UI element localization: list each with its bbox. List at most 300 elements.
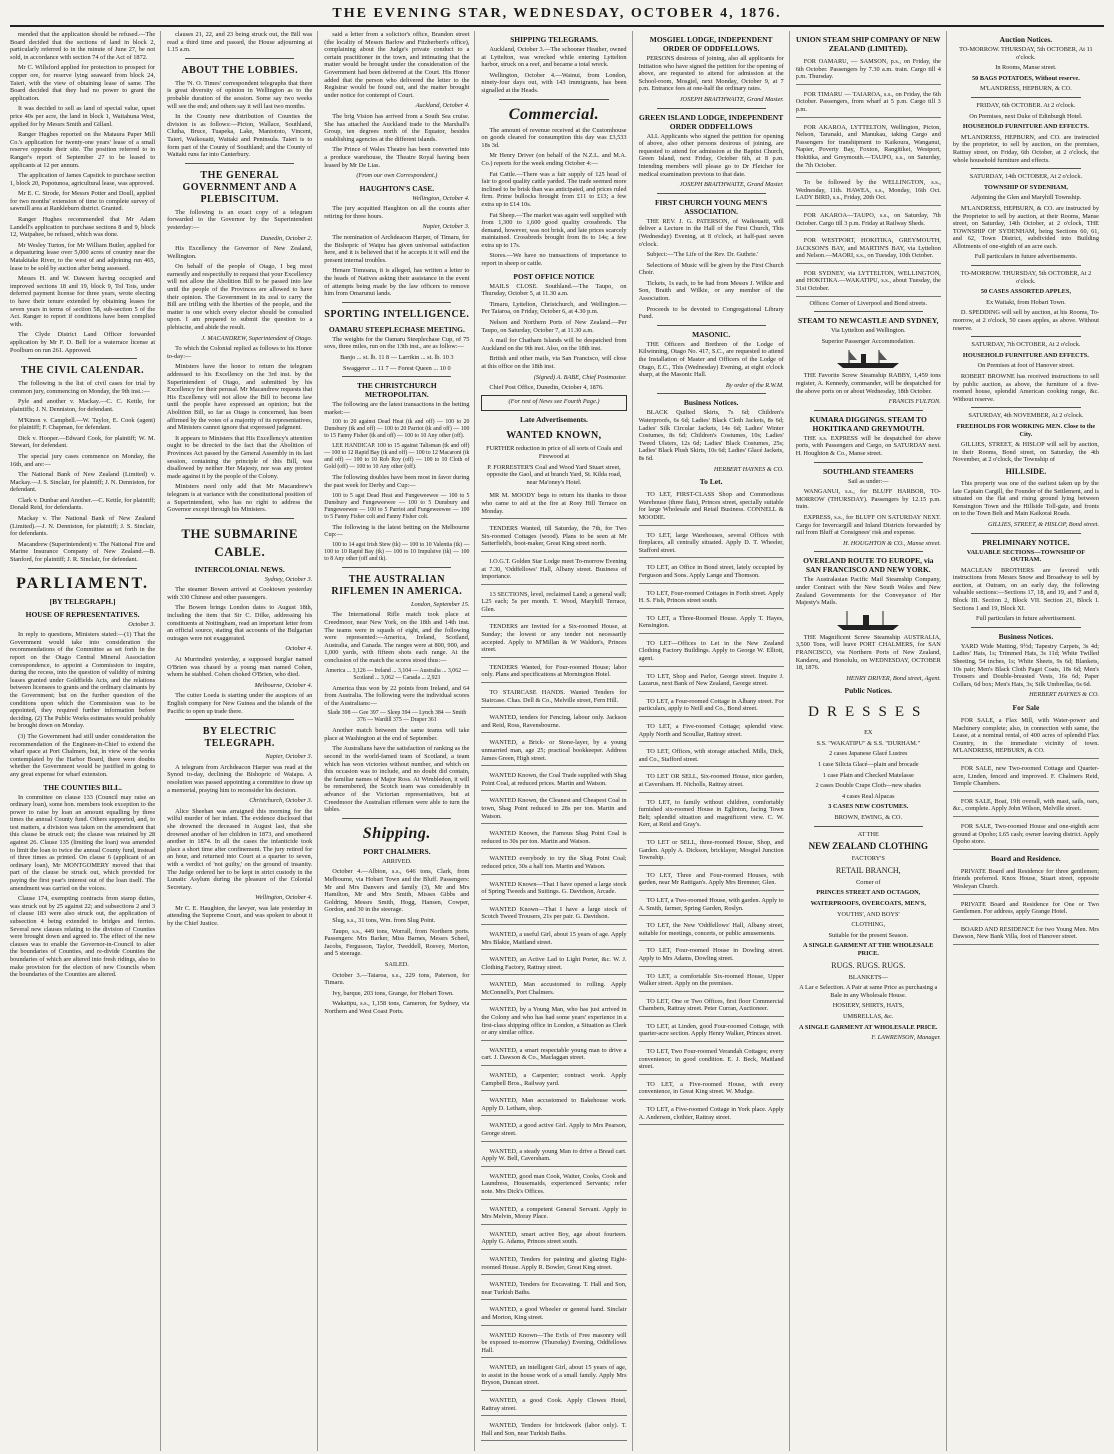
- dresses-heading: DRESSES: [808, 704, 929, 721]
- to-let-ad: TO LET, an Office in Bond street, lately occupied by Ferguson and Sons. Apply Lange and Thomson.: [639, 561, 784, 583]
- divider: [814, 551, 923, 552]
- classified-ad: WANTED, an Active Lad to Light Porter, &c. W. J. Clothing Factory, Rattray street.: [481, 953, 626, 975]
- paragraph: The special jury cases commence on Monday, the 16th, and are:—: [10, 452, 156, 468]
- to-let-ad: TO LET, Two Four-roomed Verandah Cottages; every convenience; in good condition. E. J. Beck, Maitland street.: [639, 1045, 784, 1075]
- paragraph: D. SPEDDING will sell by auction, at his Rooms, To-morrow, at 2 o'clock, 50 cases apples, as above. Without reserve.: [952, 309, 1099, 332]
- paragraph: M'Kinon v. Campbell.—W. Taylor, E. Cook (agent) for plaintiff; F. Chapman, for defendant.: [10, 416, 156, 432]
- classified-ad: WANTED, a good Wheeler or general hand. Sinclair and Morton, King street.: [481, 1303, 626, 1325]
- paragraph: America thus won by 22 points from Ireland, and 64 from Australia. The following were the individual scores of the Australians:—: [324, 684, 470, 707]
- paragraph: In reply to questions, Ministers stated:—(1) That the Government would take into consideration the recommendations of the Committee as set forth in the report on the Otago Central Mineral Association correspondence, to appoint a Commission to inquire, during the recess, into the question of validity of mining leases granted under Goldfields Acts, and the relations between licensees to grants and the ordinary claimants by the Government; but on the further question of the conditions upon which the Commission was to be appointed, they required further information before deciding. (2) The Public Works estimates would probably be brought down on Monday.: [10, 631, 156, 730]
- subheading: To Let.: [699, 477, 723, 487]
- paragraph: said a letter from a solicitor's office, Brandon street (the locality of Messrs Barlow and Fitzherbert's office), complaining about the Judge's private conduct to a certain practitioner in the town, and intimating that the matter would be brought under the consideration of the Government had been delivered at the Court. His Honor added that the person who delivered the letter to the Registrar would be found out, and the matter brought under notice for contempt of Court.: [324, 31, 470, 99]
- to-let-ad: TO LET, a Five-roomed House, with every convenience, in Great King street. W. Mudge.: [639, 1078, 784, 1100]
- to-let-ad: TO LET, the New 'Oddfellows' Hall, Albany street, suitable for meetings, concerts, or public amusements.: [639, 919, 784, 941]
- subheading: THE CHRISTCHURCH METROPOLITAN.: [356, 381, 437, 400]
- subheading: SOUTHLAND STEAMERS: [822, 466, 914, 476]
- classified-ad: WANTED, a Carpenter; contract work. Apply Campbell Bros., Railway yard.: [481, 1069, 626, 1091]
- paragraph: Clark v. Dunbar and Another.—C. Kettle, for plaintiff; Donald Reid, for defendants.: [10, 496, 156, 512]
- to-let-ad: TO LET, Three and Four-roomed Houses, with garden, near Mr Rattigan's. Apply Mrs Bremner, Glen.: [639, 869, 784, 891]
- paragraph: The 'N. O. Times' correspondent telegraphs that there is great diversity of opinion in Wellington as to the probable duration of the session. Some say two weeks will see the end; and others say it will last two months.: [167, 79, 313, 110]
- paragraph: Taupo, s.s., 449 tons, Worrall, from Northern ports. Passengers: Mrs Barker, Miss Barnes, Messrs Scheel, Jacobs, Fergusson, Taylor, Tweddell, Rosvey, Morton, and 5 steerage.: [324, 927, 470, 958]
- signature: M'LANDRESS, HEPBURN, & CO.: [980, 85, 1072, 93]
- to-let-ad: TO LET, to family without children, comfortably furnished six-roomed House in Eglinton, facing Town Belt; splendid situation and magnificent view. C. W. Kerr, at Reid and Gray's.: [639, 796, 784, 833]
- ad-line: NEW ZEALAND CLOTHING: [808, 841, 928, 852]
- to-let-ad: TO LET, FIRST-CLASS Shop and Commodious Warehouse (three flats), Princes street, specially suitable for large Wholesale and Retail Business. CONNELL & MOODIE.: [639, 488, 784, 525]
- subheading: [BY TELEGRAPH.]: [49, 596, 116, 606]
- paragraph: Messrs H. and W. Dawson having occupied and improved sections 18 and 19, block 9, Tol Tois, under deferred payment license for three years, wrote electing to have their tenure extended by obtaining leases for seven years in terms of section 58, sub-section 5 of the Act. Ranger to report if conditions have been complied with.: [10, 275, 156, 328]
- paragraph: Timaru, Lyttelton, Christchurch, and Wellington.—Per Taiaroa, on Friday, October 6, at 4.30 p.m.: [481, 300, 627, 316]
- divider: [28, 358, 137, 359]
- paragraph: Nelson and Northern Ports of New Zealand.—Per Taupo, on Saturday, October 7, at 11.30 a.m.: [481, 319, 627, 334]
- divider: [185, 518, 294, 519]
- paragraph: THE s.s. EXPRESS will be despatched for above ports, with Passengers and Cargo, on SATURDAY next. H. Houghton & Co., Manse street.: [795, 434, 941, 457]
- classified-ad: WANTED, a good active Girl. Apply to Mrs Pearson, George street.: [481, 1119, 626, 1141]
- classified-ad: WANTED Known, the Cleanest and Cheapest Coal in town, Shag Point reduced to 28s per ton. Martin and Watson.: [481, 794, 626, 824]
- paragraph: It was decided to sell as land of special value, upset price 40s per acre, the land in block 1, Waitahuna West, applied for by Messrs Smith and Gillanl.: [10, 105, 156, 128]
- sailing-notice: FOR AKAROA, LYTTELTON, Wellington, Picton, Nelson, Taranaki, and Manukau, taking Cargo and Passengers for transhipment to Kaikoura, Wanganui, Napier, Poverty Bay, Foxton, Rangitikei, Westport, Hokitika, and Greymouth.—TAUPO, s.s., on Saturday, the 7th October.: [796, 121, 941, 174]
- divider: [342, 567, 451, 568]
- paragraph: It appears to Ministers that His Excellency's attention ought to be directed to the fact that the Abolition of Provinces Act passed by the General Assembly in its last session, containing the principle of this Bill, was disallowed by neither Her Majesty, nor was any protest made against it by the people of the Colony.: [167, 434, 313, 480]
- paragraph: Macandrew (Superintendent) v. The National Fire and Marine Insurance Company of New Zealand.—B. Stanford, for plaintiff; J. R. Sinclair, for defendant.: [10, 540, 156, 564]
- paragraph: The jury acquitted Haughton on all the counts after retiring for three hours.: [324, 205, 470, 220]
- section-heading: THE AUSTRALIAN RIFLEMEN IN AMERICA.: [331, 573, 463, 597]
- classified-ad: WANTED, a good Cook. Apply Clowes Hotel, Rattray street.: [481, 1394, 626, 1416]
- paragraph: October 3.—Taiaroa, s.s., 229 tons, Paterson, for Timaru.: [324, 971, 470, 987]
- subheading: OVERLAND ROUTE TO EUROPE, via SAN FRANCISCO AND NEW YORK.: [803, 556, 934, 575]
- label: SAILED.: [384, 960, 409, 968]
- paragraph: The following is an exact copy of a telegram forwarded to the Governor by the Superintendent yesterday:—: [167, 208, 313, 231]
- signature: By order of the R.W.M.: [725, 381, 784, 389]
- ad-text: HILLSIDE.: [1005, 466, 1047, 476]
- paragraph: ALL Applicants who signed the petition for opening of above, also other persons desirous of joining, are requested to attend for admission at the Baptist Church, Green Island, next Friday, October 6th, at 8 p.m. Intending members will please go to Dr Fletcher for medical examination previous to that date.: [638, 132, 784, 178]
- dateline: London, September 15.: [411, 600, 470, 608]
- paragraph: Slug, s.s., 31 tons, Wm. from Slug Point.: [332, 916, 436, 924]
- classified-ad: WANTED, Man accustomed to Bakehouse work. Apply D. Letham, shop.: [481, 1094, 626, 1116]
- column-2: [167, 31, 318, 1451]
- paragraph: WANGANUI, s.s., for BLUFF HARBOR, TO-MORROW (THURSDAY). Passengers by 12.15 p.m. train.: [795, 488, 941, 511]
- dateline: Napier, October 3.: [422, 223, 470, 231]
- paragraph: Ranger Hughes reported on the Mataura Paper Mill Co.'s application for twenty-one years' lease of a small reserve opposite their site. The position referred to in Ranger's report of September 27 to be leased to applicants at 12 per annum.: [10, 131, 156, 169]
- classified-ad: 13 SECTIONS, level, reclaimed Land; a general wall; L25 each; 5s per month. T. Wood, Maryhill Terrace, Glen.: [481, 588, 626, 618]
- subheading: Auction Notices.: [999, 35, 1053, 44]
- paragraph: Pyle and another v. Mackay.—C. C. Kettle, for plaintiffs; J. N. Denniston, for defendant.: [10, 398, 156, 413]
- ad-text: SATURDAY, 4th NOVEMBER, At 2 o'clock.: [968, 412, 1084, 420]
- paragraph: Ivy, barque, 203 tons, Grange, for Hobart Town.: [332, 989, 454, 997]
- paragraph: MAILS CLOSE. Southland.—The Taupo, on Thursday, October 5, at 11.30 a.m.: [481, 282, 627, 298]
- divider: [185, 719, 294, 720]
- dateline: Dunedin, October 2.: [260, 234, 313, 242]
- paragraph: Stores.—We have no transactions of importance to report in sheep or cattle.: [481, 252, 627, 268]
- ad-text: FRIDAY, 6th OCTOBER. At 2 o'clock.: [976, 101, 1076, 109]
- to-let-ad: TO LET, a Three-Roomed House. Apply T. Hayes, Kensington.: [639, 612, 784, 634]
- paragraph: The nomination of Archdeacon Harper, of Timaru, for the Bishopric of Waipu has given universal satisfaction here, and it is believed that if he accepts it it will end the present internal troubles.: [324, 234, 470, 264]
- dateline: Wellington, October 4.: [255, 894, 313, 902]
- board-ad: BOARD AND RESIDENCE for two Young Men. Mrs Dawson, New Bank Villa, foot of Hanover street.: [953, 923, 1099, 945]
- to-let-ad: TO LET, Shop and Parlor, George street. Inquire J. Lazarus, next Bank of New Zealand, George street.: [639, 670, 784, 692]
- byline: (From our own Correspondent.): [356, 172, 438, 180]
- to-let-ad: TO LET or SELL, three-roomed House, Shop, and Garden. Apply A. Dickson, bricklayer, Mosgiel Junction Township.: [639, 836, 784, 866]
- ad-line: A SINGLE GARMENT AT THE WHOLESALE PRICE.: [803, 942, 934, 957]
- ad-line: HOSIERY, SHIRTS, HATS,: [832, 1002, 904, 1010]
- sailing-notice: FOR WESTPORT, HOKITIKA, GREYMOUTH, JACKSON'S BAY, and MARTIN'S BAY, via Lyttelton and Nelson.—MAORI, s.s., on Tuesday, 10th October.: [796, 234, 941, 264]
- paragraph: Auckland, October 3.—The schooner Heather, owned at Lyttelton, was wrecked while entering Lyttelton harbor, struck on a reef, and became a total wreck.: [481, 46, 627, 69]
- paragraph: Mr Henry Driver (on behalf of the N.Z.L. and M.A. Co.) reports for the week ending October 4:—: [481, 152, 627, 167]
- section-heading: THE CIVIL CALENDAR.: [21, 365, 145, 377]
- goods-item: 1 case Plain and Checked Matelasse: [822, 771, 914, 779]
- board-ad: PRIVATE Board and Residence for three gentlemen; friends preferred. Knox House, Stuart street, opposite Wesleyan Church.: [953, 865, 1099, 895]
- subheading: Late Advertisements.: [520, 415, 588, 425]
- subheading: MASONIC.: [692, 329, 731, 339]
- paragraph: THE Favorite Screw Steamship RABBY, 1,459 tons register, A. Kennedy, commander, will be despatched for the above ports on or about Wednesday, 18th October.: [795, 372, 941, 395]
- subheading: MOSGIEL LODGE, INDEPENDENT ORDER OF ODDFELLOWS.: [649, 35, 773, 53]
- subheading: PORT CHALMERS.: [363, 846, 431, 856]
- dateline: October 4.: [285, 645, 313, 653]
- divider: [342, 302, 451, 303]
- sailing-notice: FOR SYDNEY, via LYTTELTON, WELLINGTON, and HOKITIKA.—WAKATIPU, s.s., about Tuesday, the 31st October.: [796, 267, 941, 297]
- paragraph: The Clyde District Land Officer forwarded application by Mr F. D. Bell for a waterrace license at Poolburn on run 261. Approved.: [10, 331, 156, 354]
- divider: [971, 407, 1081, 408]
- ad-line: A Lar e Selection. A Pair at same Price as purchasing a Bale in any Wholesale House.: [799, 984, 938, 999]
- paragraph: The weights for the Oamaru Steeplechase Cup, of 75 sovs, three miles, run on the 13th inst., are as follow:—: [324, 335, 470, 351]
- to-let-ad: TO LET, One or Two Offices, first floor Commercial Chambers, Rattray street. Peter Curran, Auctioneer.: [639, 995, 784, 1017]
- ad-text: SATURDAY, 7th OCTOBER, At 2 o'clock.: [971, 341, 1081, 349]
- paragraph: In committee on clause 133 (Council may raise an ordinary loan), some hon. members took exception to the power to raise by loan an amount equalling by three times the annual County fund. Others supported, and, to test matters, a division was taken on the amendment that this clause be struck out; the clause was retained by 28 against 26. Clause 135 (limiting the loan) was amended to limit the loan to twice the annual County fund, instead of three times as printed. On clause 6 (applicant of an ordinary loan), Mr MONTGOMERY moved that that part of the clause be struck out, which provided for paying the first year's interest out of the loan itself. The amendment was carried on the voices.: [10, 793, 156, 892]
- signature: JOSEPH BRAITHWAITE, Grand Master.: [679, 95, 784, 103]
- ad-line: UMBRELLAS, &c.: [842, 1012, 894, 1020]
- paragraph: His Excellency the Governor of New Zealand, Wellington.: [167, 245, 313, 260]
- signature: JOSEPH BRAITHWAITE, Grand Master.: [679, 181, 784, 189]
- ad-text: Sail as under:—: [847, 477, 889, 485]
- for-sale-ad: FOR SALE, Two-roomed House and one-eighth acre ground at Opoho; L65 cash; owner leaving district. Apply Opoho store.: [953, 820, 1099, 850]
- ad-text: Superior Passenger Accommodation.: [821, 337, 915, 345]
- for-sale-ad: FOR SALE, Boat, 19ft overall, with mast, sails, oars, &c., complete. Apply John Wilson, Melville street.: [953, 795, 1099, 817]
- notice-text: (For rest of News see Fourth Page.): [508, 397, 600, 405]
- sailing-notice: FOR AKAROA—TAUPO, s.s., on Saturday, 7th October. Cargo till 3 p.m. Friday at Railway Sheds.: [796, 209, 941, 231]
- weights-row: Swaggerer ... 11 7 — Forest Queen ... 10 0: [343, 364, 451, 372]
- divider: [971, 533, 1081, 534]
- subheading: INTERCOLONIAL NEWS.: [194, 564, 285, 574]
- paragraph: The Bowen brings London dates to August 18th, including the item that Sir C. Dilke, addressing his constituents at Nottingham, read an important letter from an official source, stating that accounts of the Bulgarian outrages were not exaggerated.: [167, 604, 313, 642]
- classified-ad: WANTED, a competent General Servant. Apply to Mrs Melvin, Moray Place.: [481, 1203, 626, 1225]
- goods-item: 4 cases Real Alpacas: [841, 792, 895, 800]
- ad-line: WATERPROOFS, OVERCOATS, MEN'S,: [810, 900, 926, 907]
- classified-ad: WANTED, tenders for Fencing, labour only. Jackson and Reid, Ross, Ravensbourne.: [481, 711, 626, 733]
- to-let-ad: TO LET, Four-roomed House in Dowling street. Apply to Mrs Adams, Dowling street.: [639, 944, 784, 966]
- paragraph: The Australasian Pacific Mail Steamship Company, under Contract with the New South Wales and New Zealand Governments for the Conveyance of Her Majesty's Mails.: [795, 576, 941, 607]
- board-list: [953, 865, 1099, 945]
- paragraph: Fat Sheep.—The market was again well supplied with from 1,300 to 1,600 good quality crossbreds. The demand, however, was not brisk, and late prices scarcely maintained. Crossbreds brought from 8s to 14s; a few extra up to 17s.: [481, 211, 627, 249]
- dateline: October 3.: [128, 620, 156, 628]
- classified-ad: WANTED, an intelligent Girl, about 15 years of age, to assist in the house work of a small family. Apply Mrs Bryson, Duncan street.: [481, 1361, 626, 1391]
- ad-text: EX: [864, 729, 873, 737]
- goods-item: 1 case Silicia Glacé—plain and brocade: [818, 761, 919, 769]
- signature: HENRY DRIVER, Bond street, Agent.: [846, 674, 941, 682]
- to-let-ad: TO LET OR SELL, Six-roomed House, nice garden, at Caversham. H. Nicholls, Rattray street.: [639, 770, 784, 792]
- classified-list: [481, 489, 626, 1441]
- section-heading: ABOUT THE LOBBIES.: [181, 64, 299, 76]
- paragraph: Fat Cattle.—There was a fair supply of 125 head of fair to good quality cattle yarded. The trade seemed more inclined to be brisk than was anticipated, and prices ruled firm. Prime bullocks brought from £11 to £13; a few extra up to £14 10s.: [481, 170, 627, 208]
- ad-line: BLANKETS—: [848, 973, 888, 981]
- subheading: KUMARA DIGGINGS. STEAM TO HOKITIKA AND GREYMOUTH.: [809, 414, 927, 433]
- column-3: [324, 31, 475, 1451]
- dateline: Auckland, October 4.: [415, 102, 470, 110]
- paragraph: At Murrindini yesterday, a supposed burglar named O'Brien was chased by a young man named Cohen, whom he stabbed. Cohen choked O'Brien, who died.: [167, 656, 313, 679]
- sailing-list: [796, 55, 941, 297]
- ad-text: Ex Waitaki, from Hobart Town.: [986, 298, 1066, 306]
- divider: [971, 97, 1081, 98]
- subheading: HOUSE OF REPRESENTATIVES.: [25, 609, 140, 619]
- subheading: For Sale: [1012, 703, 1040, 712]
- paragraph: ROBERT BROWNE has received instructions to sell by public auction, as above, the furniture of a five-roomed house, splendid American cooking range, &c. Without reserve.: [952, 373, 1099, 403]
- divider: [971, 336, 1081, 337]
- paragraph: A mail for Chatham Islands will be despatched from Auckland on the 9th inst. Also, on the 18th inst.: [481, 337, 627, 352]
- paragraph: October 4.—Albion, s.s., 646 tons, Clark, from Melbourne, via Hobart Town and the Bluff. Passengers: Mr and Mrs Danvers and family (3), Mr and Mrs Hamilton, Mr and Mrs Smith, Misses Gibbs and Goldring, Messrs Smith, Hogg, Hansen, Cowper, Gordon, and 30 in the steerage.: [324, 868, 470, 914]
- section-heading: THE GENERAL GOVERNMENT AND A PLEBISCITUM.: [182, 169, 297, 205]
- ad-text: Full particulars in future advertisement.: [975, 615, 1076, 623]
- subheading: STEAM TO NEWCASTLE AND SYDNEY,: [798, 316, 939, 326]
- board-ad: PRIVATE Board and Residence for One or Two Gentlemen. For address, apply Grange Hotel.: [953, 898, 1099, 920]
- classified-ad: TENDERS Wanted, till Saturday, the 7th, for Two Six-roomed Cottages (wood). Plans to be seen at Mr Satterfield's, boot-maker, Great King street north.: [481, 522, 626, 552]
- paragraph: Wakatipu, s.s., 1,158 tons, Cameron, for Sydney, via Northern and West Coast Ports.: [324, 1000, 470, 1015]
- ad-line: PRINCES STREET AND OCTAGON,: [816, 889, 921, 897]
- sailing-notice: To be followed by the WELLINGTON, s.s., Wednesday, 11th. HAWEA, s.s., Monday, 16th Oct. LADY BIRD, s.s., Friday, 20th Oct.: [796, 176, 941, 206]
- divider: [657, 393, 766, 394]
- classified-ad: WANTED, Tenders for brickwork (labor only). T. Hall and Son, near Turkish Baths.: [481, 1419, 626, 1441]
- to-let-ad: TO LET, a Four-roomed Cottage in Albany street. For particulars, apply to Neill and Co., Bond street.: [639, 695, 784, 717]
- paragraph: Subject:—'The Life of the Rev. Dr. Guthrie.': [646, 251, 759, 259]
- paragraph: Ministers need only add that Mr Macandrew's telegram is at variance with the constitutional position of a Superintendent, who has no right to address the Governor except through his Ministers.: [167, 483, 313, 514]
- paragraph: GILLIES, STREET, & HISLOP will sell by auction, in their Rooms, Bond street, on Saturday, the 4th November, at 2 o'clock, the Township of: [952, 441, 1099, 464]
- dateline: Sydney, October 3.: [264, 575, 313, 583]
- ad-text: 50 BAGS POTATOES, Without reserve.: [972, 74, 1080, 82]
- ad-text: SATURDAY, 14th OCTOBER, At 2 o'clock.: [969, 173, 1083, 181]
- ad-line: RUGS. RUGS. RUGS.: [831, 960, 906, 970]
- ad-line: RETAIL BRANCH,: [835, 865, 901, 875]
- paragraph: Clause 174, exempting contracts from stamp duties, was struck out by 25 against 22; and subsections 2 and 3 of clause 183 were also struck out, the application of subsection 4 being extended to bridges and ferries. Several new clauses relating to the division of Counties were brought down and agreed to. The effect of the new clauses was to enable the Governor-in-Council to alter the boundaries of Counties, and re-divide Counties the boundaries of which are altered into fresh ridings, also to make provision for the election of new Councils when the boundaries of the Counties are altered.: [10, 895, 156, 979]
- dateline: Christchurch, October 3.: [249, 797, 313, 805]
- classified-ad: WANTED, Man accustomed to rolling. Apply McConnell's, Port Chalmers.: [481, 978, 626, 1000]
- for-sale-ad: FOR SALE, a Flax Mill, with Water-power and Machinery complete; also, in connection with same, the Lease, at a nominal rental, of 400 acres of splendid Flax Country, in the immediate vicinity of town. M'LANDRESS, HEPBURN, & CO.: [953, 714, 1099, 759]
- score-table: America ... 3,126 — Ireland ... 3,104 — Australia ... 3,062 — Scotland ... 3,062 — Canada ... 2,923: [325, 667, 469, 681]
- subheading: UNION STEAM SHIP COMPANY OF NEW ZEALAND (LIMITED).: [796, 35, 941, 53]
- paragraph: British and other mails, via San Francisco, will close at this office on the 18th inst.: [481, 355, 627, 370]
- classified-ad: WANTED, a steady young Man to drive a Bread cart. Apply W. Bell, Caversham.: [481, 1145, 626, 1167]
- paragraph: A telegram from Archdeacon Harper was read at the Synod to-day, declining the Bishopric of Waiapu. A resolution was passed appointing a committee to draw up a memorial, praying him to reconsider his decision.: [167, 763, 313, 794]
- paragraph: PERSONS desirous of joining, also all applicants for Initiation who have signed the petition for the opening of above, are requested to attend for admission at the School-room, Mosgiel, next Monday, October 9, at 7 p.m. Entrance fees at one-half the ordinary rates.: [638, 55, 784, 93]
- masthead: THE EVENING STAR, WEDNESDAY, OCTOBER 4, 1876.: [10, 6, 1104, 27]
- to-let-ad: TO LET, a Two-roomed House, with garden. Apply to A. Smith, farmer, Spring Garden, Roslyn.: [639, 894, 784, 916]
- paragraph: Another match between the same teams will take place at Washington at the end of September.: [324, 727, 470, 742]
- classified-ad: WANTED everybody to try the Shag Point Coal; reduced price, 30s a half ton. Martin and Watson.: [481, 852, 626, 874]
- ad-text: TO-MORROW. THURSDAY, 5th OCTOBER, At 2 o'clock.: [960, 270, 1092, 285]
- paragraph: The International Rifle match took place at Creedmoor, near New York, on the 18th and 14th inst. The teams were in squads of eight, and the following were represented:—America, Ireland, Scotland, Australia, and Canada. The ranges were at 800, 900, and 1,000 yards, with fifteen shots each range. At the conclusion of the match the scores stood thus:—: [324, 611, 470, 664]
- classified-ad: WANTED, a useful Girl, about 15 years of age. Apply Mrs Blakie, Maitland street.: [481, 928, 626, 950]
- column-4: [481, 31, 632, 1451]
- paragraph: Selections of Music will be given by the First Church Choir.: [638, 261, 784, 277]
- paragraph: Henare Tomoana, it is alleged, has written a letter to the heads of Natives asking their assistance in the event of attempts being made by the law officers to remove him from Omarunui lands.: [324, 267, 470, 298]
- paragraph: The Australians have the satisfaction of ranking as the second in the world-famed team of Scotland, a team which has won victories without number, and which on this occasion was to include, and no doubt did contain, the familiar names of Major Ross. At Wimbledon, it will be remembered, the Scotch team was considerably in advance of the Victorian representatives, but at Creedmoor the Australian riflemen were able to turn the tables.: [324, 745, 470, 814]
- paragraph: The following doubles have been most in favor during the past week for Derby and Cup:—: [324, 474, 470, 489]
- to-let-ad: TO LET, a Five-roomed Cottage in York place. Apply A. Anderson, clothier, Rattray street.: [639, 1103, 784, 1125]
- paragraph: (3) The Government had still under consideration the recommendation of the Engineer-in-Chief to extend the wharf space at Port Chalmers, but, in view of the works contemplated by the Harbor Board, there were doubts whether the Government would be justified in going to any great expense for wharf extension.: [10, 732, 156, 778]
- goods-list: [796, 750, 941, 800]
- column-1: [10, 31, 161, 1451]
- ad-line: Suitable for the present Season.: [828, 931, 909, 939]
- paragraph: The brig Vision has arrived from a South Sea cruise. She has attached the Auckland trade to the Marshall's Group, ten degrees north of the Equator, besides establishing agencies at the different islands.: [324, 112, 470, 143]
- ad-text: HOUSEHOLD FURNITURE AND EFFECTS.: [962, 351, 1089, 359]
- paragraph: The steamer Bowen arrived at Cooktown yesterday with 330 Chinese and other passengers.: [167, 586, 313, 601]
- ad-line: CLOTHING,: [851, 921, 886, 929]
- betting-list: 100 to 14 agst Irish Stew (tk) — 100 to 10 Valentia (tk) — 100 to 10 Rapid Bay (tk) — 100 to 10 Impulsive (tk) — 100 to 8 Any other (off and tk).: [324, 541, 470, 562]
- paragraph: mended that the application should be refused.—The Board decided that the sections of land in block 2, particularly referred to in the minute of June 27, be not sold, in accordance with section 74 of the Act of 1872.: [10, 31, 156, 61]
- paragraph: MACLEAN BROTHERS are favored with instructions from Messrs Snow and Broadway to sell by auction, at Outram, on an early day, the following valuable sections:—Sections 17, 18, and 19, and 7 and 8, Block III. Section 2, Block VII. Section 21, Block I. Sections 1 and 19, Block XI.: [952, 566, 1099, 612]
- paragraph: The National Bank of New Zealand (Limited) v. Mackay.—J. S. Sinclair, for plaintiff; J. N. Denniston, for defendant.: [10, 471, 156, 494]
- paragraph: Mr C. Willsford applied for protection to prospect for copper ore, for reserve lying seaward from block 24, Taieri, with the view of obtaining lease of same. The Board decided that they had no power to grant the application.: [10, 64, 156, 102]
- section-heading: Commercial.: [508, 105, 600, 123]
- for-sale-list: [953, 714, 1099, 850]
- divider: [185, 163, 294, 164]
- ad-text: Adjoining the Glen and Maryhill Township.: [970, 194, 1082, 202]
- classified-ad: TENDERS Wanted, for Four-roomed House; labor only. Plans and specifications at Mornington Hotel.: [481, 661, 626, 683]
- paragraph: To which the Colonial replied as follows to his Honor to-day:—: [167, 345, 313, 360]
- divider: [814, 826, 923, 827]
- column-7: [953, 31, 1104, 1451]
- section-heading: Shipping.: [362, 824, 431, 842]
- divider: [814, 311, 923, 312]
- ad-text: FURTHER reduction in price of all sorts of Coals and Firewood at: [486, 445, 622, 460]
- betting-list: 100 to 5 agst Dead Heat and Fungeweewee — 100 to 5 Dunsbury and Fungeweewee — 100 to 5 Dunsbury and Fungeweewee — 100 to 5 Parriot and Fungeweewee — 100 to 5 Fanny Fisher colt and Fanny Fisher colt.: [324, 492, 470, 520]
- paragraph: The amount of revenue received at the Customhouse on goods cleared for consumption this day was £3,533 18s 3d.: [481, 126, 627, 149]
- subheading: Business Notices.: [683, 398, 739, 408]
- for-sale-ad: FOR SALE, new Two-roomed Cottage and Quarter-acre, Linden, fenced and improved. F. Chalmers Reid, Temple Chambers.: [953, 762, 1099, 792]
- section-heading: BY ELECTRIC TELEGRAPH.: [202, 726, 277, 750]
- ad-text: Full particulars in future advertisements.: [974, 253, 1078, 261]
- classified-ad: WANTED, good man Cook, Waiter, Cooks, Cook and Laundress, Housemaids, experienced Servants; refer note. Mrs Dick's Offices.: [481, 1170, 626, 1200]
- signature: F. LAWRENSON, Manager.: [871, 1034, 941, 1042]
- classified-ad: WANTED Known—That I have opened a large stock of Spring Tweeds and Suitings. G. Davidson, Arcade.: [481, 878, 626, 900]
- paragraph: Wellington, October 4.—Wainui, from London, ninety-four days out, with 143 immigrants, has been signalled at the Heads.: [481, 71, 627, 94]
- ad-text: Via Lyttelton and Wellington.: [830, 327, 906, 335]
- steamship-icon: [833, 610, 903, 632]
- signature: GILLIES, STREET, & HISLOP, Bond street.: [988, 520, 1099, 528]
- paragraph: On behalf of the people of Otago, I beg most earnestly and respectfully to request that your Excellency will not allow the Abolition Bill to be passed into law until the people of the Provinces are allowed to have their opinion. The Government in its zeal to carry the Bill are trifling with the liberties of the people, and the matter is one which every elector should be consulted upon. I am prepared to submit the question to a plebiscite, and abide the result.: [167, 263, 313, 332]
- paragraph: Mackay v. The National Bank of New Zealand (Limited).—J. N. Denniston, for plaintiff; J. S. Sinclair, for defendants.: [10, 515, 156, 538]
- ad-text: TOWNSHIP OF SYDENHAM,: [983, 183, 1068, 191]
- ad-text: P. FORRESTER'S Coal and Wood Yard Stuart street, opposite the Gaol, and at branch Yard, St. Kilda road, near Ma'oney's Hotel.: [486, 463, 622, 486]
- paragraph: The cutter Loeda is starting under the auspices of an English company for New Guinea and the islands of the Pacific to open up trade there.: [167, 692, 313, 715]
- signature: BROWN, EWING, & CO.: [834, 814, 903, 822]
- ad-text: FREEHOLDS FOR WORKING MEN. Close to the City.: [956, 422, 1096, 438]
- sailing-notice: FOR OAMARU, — SAMSON, p.s., on Friday, the 6th October. Passengers by 7.30 a.m. train. Cargo till 4 p.m. Thursday.: [796, 55, 941, 85]
- paragraph: Proceeds to be devoted to Congregational Library Fund.: [638, 305, 784, 321]
- signature: HERBERT HAYNES & CO.: [1029, 691, 1099, 699]
- subheading: FIRST CHURCH YOUNG MEN'S ASSOCIATION.: [654, 197, 768, 216]
- classified-ad: WANTED Known—The Evils of Free masonry will be exposed to-morrow (Thursday) Evening, Oddfellows Hall.: [481, 1329, 626, 1359]
- divider: [971, 627, 1081, 628]
- subheading: SHIPPING TELEGRAMS.: [510, 35, 598, 44]
- classified-ad: WANTED, a Brick- or Stone-layer, by a young unmarried man, age 25; practical bookkeeper. Address James Green, High street.: [481, 736, 626, 766]
- classified-ad: WANTED, Tenders for painting and glazing Eight-roomed House. Apply R. Bowler, Great King street.: [481, 1253, 626, 1275]
- betting-list: 100 to 20 against Dead Heat (tk and off) — 100 to 20 Dunsbury (tk and off) — 100 to 20 Parriot (tk and off) — 100 to 15 Fanny Fisher (tk and off) — 100 to 10 Any other (off).: [324, 419, 470, 440]
- paragraph: The Prince of Wales Theatre has been converted into a produce warehouse, the Theatre Royal having been leased by Mr De Lias.: [324, 146, 470, 169]
- paragraph: Ranger Hughes recommended that Mr Adam Landell's application to purchase sections 8 and 9, block 12, Waipahee, be refused, which was done.: [10, 216, 156, 239]
- subheading: Board and Residence.: [991, 853, 1061, 863]
- weights-row: Banjo ... st. lb. 11 8 — Larrikin ... st. lb. 10 3: [340, 354, 454, 361]
- ad-text: 3 CASES NEW COSTUMES.: [828, 803, 909, 811]
- paragraph: The following is the list of civil cases for trial by common jury, commencing on Monday, the 9th inst.:—: [10, 380, 156, 395]
- office-address: Offices: Corner of Liverpool and Bond streets.: [809, 299, 928, 307]
- paragraph: The application of James Capstick to purchase section 1, block 20, Popotunoa, agricultural lease, was approved.: [10, 172, 156, 187]
- paragraph: Alice Sheehan was arraigned this morning for the wilful murder of her infant. The evidence disclosed that she drowned the deceased in August last, that she drowned another of her children in 1873, and smothered another in 1874. In all the cases the infanticide took place a short time after confinement. The jury retired for an hour, and returned into Court at a quarter to seven, with a verdict of 'not guilty,' on the ground of insanity. The Judge ordered her to be kept in strict custody in the Lunatic Asylum during the pleasure of the Colonial Secretary.: [167, 807, 313, 891]
- dateline: Melbourne, October 4.: [254, 681, 313, 689]
- paragraph: The following is the latest betting on the Melbourne Cup:—: [324, 523, 470, 539]
- steamship-icon: [833, 348, 903, 370]
- ad-line: Corner of: [856, 878, 881, 886]
- section-heading: THE SUBMARINE CABLE.: [181, 525, 299, 559]
- subheading: GREEN ISLAND LODGE, INDEPENDENT ORDER ODDFELLOWS: [639, 112, 784, 131]
- paragraph: Mr E. C. Strode, for Messrs Potter and Doull, applied for two months' extension of time to complete survey of sawmill area at Rankleburn district. Granted.: [10, 190, 156, 213]
- divider: [185, 58, 294, 59]
- divider: [657, 108, 766, 109]
- paragraph: Tickets, 1s each, to be had from Messrs J. Wilkie and Son, Braith and Wilkie, or any member of the Association.: [638, 279, 784, 303]
- section-heading: PARLIAMENT.: [16, 574, 150, 592]
- subheading: POST OFFICE NOTICE: [513, 271, 595, 281]
- paragraph: EXPRESS, s.s., for BLUFF ON SATURDAY NEXT. Cargo for Invercargill and Inland Districts forwarded by rail from Bluff at Consignees' risk and expense.: [795, 513, 941, 537]
- subheading: Public Notices.: [844, 686, 893, 696]
- paragraph: Chief Post Office, Dunedin, October 4, 1876.: [489, 384, 604, 392]
- subheading: PRELIMINARY NOTICE.: [982, 537, 1070, 547]
- paragraph: THE REV. J. G. PATERSON, of Waikouaiti, will deliver a Lecture in the Hall of the First Church, This (Wednesday) Evening, at 8 o'clock, at half-past seven o'clock.: [638, 217, 784, 248]
- paragraph: Mr C. E. Haughton, the lawyer, was late yesterday in attending the Supreme Court, and was spoken to about it by the Chief Justice.: [167, 904, 313, 928]
- signature: H. HOUGHTON & CO., Manse street.: [843, 539, 941, 547]
- sailing-notice: FOR TIMARU — TAIAROA, s.s., on Friday, the 6th October. Passengers, from wharf at 5 p.m. Cargo till 3 p.m.: [796, 88, 941, 118]
- divider: [499, 99, 608, 100]
- signature: HERBERT HAYNES & CO.: [713, 465, 784, 473]
- paragraph: clauses 21, 22, and 23 being struck out, the Bill was read a third time and passed, the House adjourning at 1.15 a.m.: [167, 31, 313, 54]
- classified-ad: WANTED Known, the Famous Shag Point Coal is reduced to 30s per ton. Martin and Watson.: [481, 827, 626, 849]
- column-6: [796, 31, 947, 1451]
- ad-line: A SINGLE GARMENT AT WHOLESALE PRICE.: [799, 1023, 938, 1031]
- divider: [814, 410, 923, 411]
- ad-text: HOUSEHOLD FURNITURE AND EFFECTS.: [962, 123, 1089, 131]
- ad-text: In Rooms, Manse street.: [995, 64, 1057, 72]
- subheading: Business Notices.: [998, 631, 1054, 641]
- paragraph: THE Magnificent Screw Steamship AUSTRALIA, 3,500 Tons, will leave PORT CHALMERS, for SAN FRANCISCO, via Northern Ports of New Zealand, Kandavu, and Honolulu, on WEDNESDAY, OCTOBER 18, 1876.: [795, 633, 941, 672]
- to-let-ad: TO LET, Offices, with storage attached. Mills, Dick, and Co., Stafford street.: [639, 745, 784, 767]
- paragraph: This property was one of the earliest taken up by the late Captain Cargill, the Founder of the Settlement, and is situated on the flat and rising ground lying between Kensington Town and the Hillside Toll-gate, and fronts on to the Town Belt and Main Kaikorai Roads.: [952, 479, 1099, 518]
- paragraph: In the County new distribution of Counties the division is as follows:—Picton, Wallace, Southland, Clutha, Bruce, Tuapeka, Lake, Maniototo, Vincent, Taieri, Waikouaiti, Waitaki and Peninsula. Taieri is to form part of the County of Southland; and the County of Waitaki runs far into Canterbury.: [167, 113, 313, 159]
- columns: [10, 31, 1104, 1451]
- notice-box: [481, 395, 626, 412]
- section-heading: SPORTING INTELLIGENCE.: [324, 308, 470, 320]
- signature: FRANCIS FULTON.: [888, 398, 941, 406]
- classified-ad: WANTED Known, the Coal Trade supplied with Shag Point Coal, at reduced prices. Martin and Watson.: [481, 769, 626, 791]
- to-let-ad: TO LET, at Linden, good Four-roomed Cottage, with quarter-acre section. Apply Henry Walker, Princes street.: [639, 1020, 784, 1042]
- paragraph: Ministers have the honor to return the telegram addressed to his Excellency on the 3rd inst. by the Superintendent of Otago, and submitted by his Excellency for their perusal. Mr Macandrew requests that His Excellency will not allow the Bill to become law until the people have expressed an opinion; but the Abolition Bill, so far as Otago is concerned, has been affirmed by the votes of a majority of its representatives, and Ministers cannot ignore that expressed judgment.: [167, 363, 313, 432]
- subheading: THE COUNTIES BILL.: [43, 782, 122, 792]
- paragraph: BLACK Quilted Skirts, 7s 6d; Children's Waterproofs, 6s 6d; Ladies' Black Cloth Jackets, 8s 6d; Ladies' Silk Circular Jackets, 14s 6d; Ladies' Winter Costumes, 8s 6d; Children's Costumes, 10s; Ladies' Tweed Ulsters, 12s 6d; Ladies' Black Costumes, 25s; Ladies' Black Plush Skirts, 10s 6d; Ladies' Glacé Jackets, 8s 6d.: [638, 409, 784, 462]
- to-let-list: [639, 488, 784, 1125]
- ad-text: VALUABLE SECTIONS—TOWNSHIP OF OUTRAM.: [966, 548, 1086, 564]
- classified-ad: WANTED, smart active Boy, age about fourteen. Apply G. Adams, Princes street south.: [481, 1228, 626, 1250]
- divider: [342, 376, 451, 377]
- goods-item: 2 cases Double Crape Cloth—new shades: [815, 782, 921, 790]
- to-let-ad: TO LET, a comfortable Six-roomed House, Upper Walker street. Apply on the premises.: [639, 970, 784, 992]
- signature: J. MACANDREW, Superintendent of Otago.: [201, 334, 313, 342]
- paragraph: M'LANDRESS, HEPBURN, and CO. are instructed by the proprietor, to sell by auction, on the premises, Rattray street, on Friday, 6th October, at 2 o'clock, the whole household furniture and effects.: [952, 133, 1099, 164]
- paragraph: The following are the latest transactions in the betting market:—: [324, 401, 470, 416]
- ad-text: S.S. "WAKATIPU" & S.S. "DURHAM.": [816, 739, 921, 747]
